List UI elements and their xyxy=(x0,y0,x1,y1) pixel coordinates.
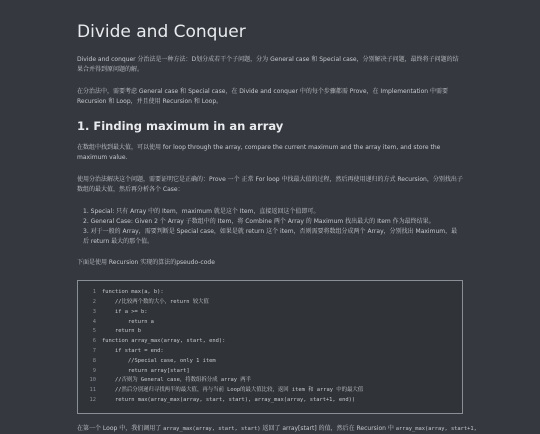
line-number: 4 xyxy=(92,318,96,325)
line-number: 10 xyxy=(89,377,96,384)
section-heading: 1. Finding maximum in an array xyxy=(77,119,284,134)
line-number: 2 xyxy=(92,299,96,306)
section-paragraph-2: 使用分治法解决这个问题，需要证明它是正确的：Prove 一个 正常 For loop 中找最大值的过程，然后再使用递归的方式 Recursion，分别找出子数组的最大值，然后再分析各个 Case： xyxy=(77,176,463,194)
code-text: if start = end: xyxy=(102,348,164,355)
list-item: 3. 对于一般的 Array，需要判断是 Special case，如果是就 return 这个 item，否则需要将数组分成两个 Array，分别找出 Maximum，最后 return 最大的那个值。 xyxy=(83,228,458,246)
code-text: //否则为 General case，将数组拆分成 array 两半 xyxy=(102,377,252,384)
code-line xyxy=(84,386,456,396)
code-text: return b xyxy=(102,328,141,335)
list-item: 2. General Case: Given 2 个 Array 子数组中的 Item，将 Combine 两个 Array 的 Maximum 找出最大的 Item 作为最终结果。 xyxy=(83,218,435,226)
case-list xyxy=(77,207,463,247)
code-line xyxy=(84,288,456,298)
line-number: 9 xyxy=(92,367,96,374)
code-line xyxy=(84,327,456,337)
code-block xyxy=(77,280,463,414)
section-paragraph-1: 在数组中找到最大值，可以使用 for loop through the array, compare the current maximum and the array item, and store the maximum value. xyxy=(77,144,441,162)
inline-code: array_max(array, start+1, xyxy=(395,425,477,432)
code-line xyxy=(84,367,456,377)
code-line xyxy=(84,347,456,357)
inline-code: array_max(array, start, start) xyxy=(163,425,261,432)
code-text: if a >= b: xyxy=(102,308,148,315)
line-number: 6 xyxy=(92,338,96,345)
bottom-text-prefix: 在第一个 Loop 中，我们调用了 xyxy=(77,424,164,432)
code-line xyxy=(84,396,456,406)
code-line xyxy=(84,376,456,386)
line-number: 8 xyxy=(92,357,96,364)
line-number: 11 xyxy=(89,387,96,394)
bottom-paragraph xyxy=(77,424,477,434)
line-number: 12 xyxy=(89,397,96,404)
code-line xyxy=(84,318,456,328)
overview-paragraph: 在分治法中，需要考虑 General case 和 Special case，在 Divide and conquer 中的每个步骤都需 Prove，在 Implementation 中需要 Recursion 和 Loop，并且使用 Recursion 和 Loop。 xyxy=(77,88,448,106)
code-text: return array[start] xyxy=(102,367,190,374)
code-text: return max(array_max(array, start, start), array_max(array, start+1, end)) xyxy=(102,397,356,404)
line-number: 5 xyxy=(92,328,96,335)
code-line xyxy=(84,298,456,308)
line-number: 3 xyxy=(92,308,96,315)
intro-paragraph: Divide and conquer 分治法是一种方法：D划分成若干个子问题，分为 General case 和 Special case，分别解决子问题，最终将子问题的结果合并得到原问题的解。 xyxy=(77,56,459,74)
line-number: 7 xyxy=(92,348,96,355)
code-line xyxy=(84,308,456,318)
list-item: 1. Special: 只有 Array 中的 Item，maximum 就是这个 Item，直接返回这个值即可。 xyxy=(83,208,320,216)
code-text: //然后分别递归寻找两半的最大值，再与当前 Loop的最大值比较，返回 item 和 array 中的最大值 xyxy=(102,387,364,394)
code-text: //比较两个数的大小，return 较大值 xyxy=(102,299,209,306)
code-text: function max(a, b): xyxy=(102,289,164,296)
code-line xyxy=(84,337,456,347)
code-text: //Special case, only 1 item xyxy=(102,357,216,364)
pseudocode-intro: 下面是使用 Recursion 实现的算法的pseudo-code xyxy=(77,259,215,267)
line-number: 1 xyxy=(92,289,96,296)
code-text: return a xyxy=(102,318,154,325)
bottom-text-middle: 返回了 array[start] 的值，然后在 Recursion 中 xyxy=(260,424,396,432)
code-line xyxy=(84,357,456,367)
page-title: Divide and Conquer xyxy=(77,22,246,42)
code-text: function array_max(array, start, end): xyxy=(102,338,226,345)
